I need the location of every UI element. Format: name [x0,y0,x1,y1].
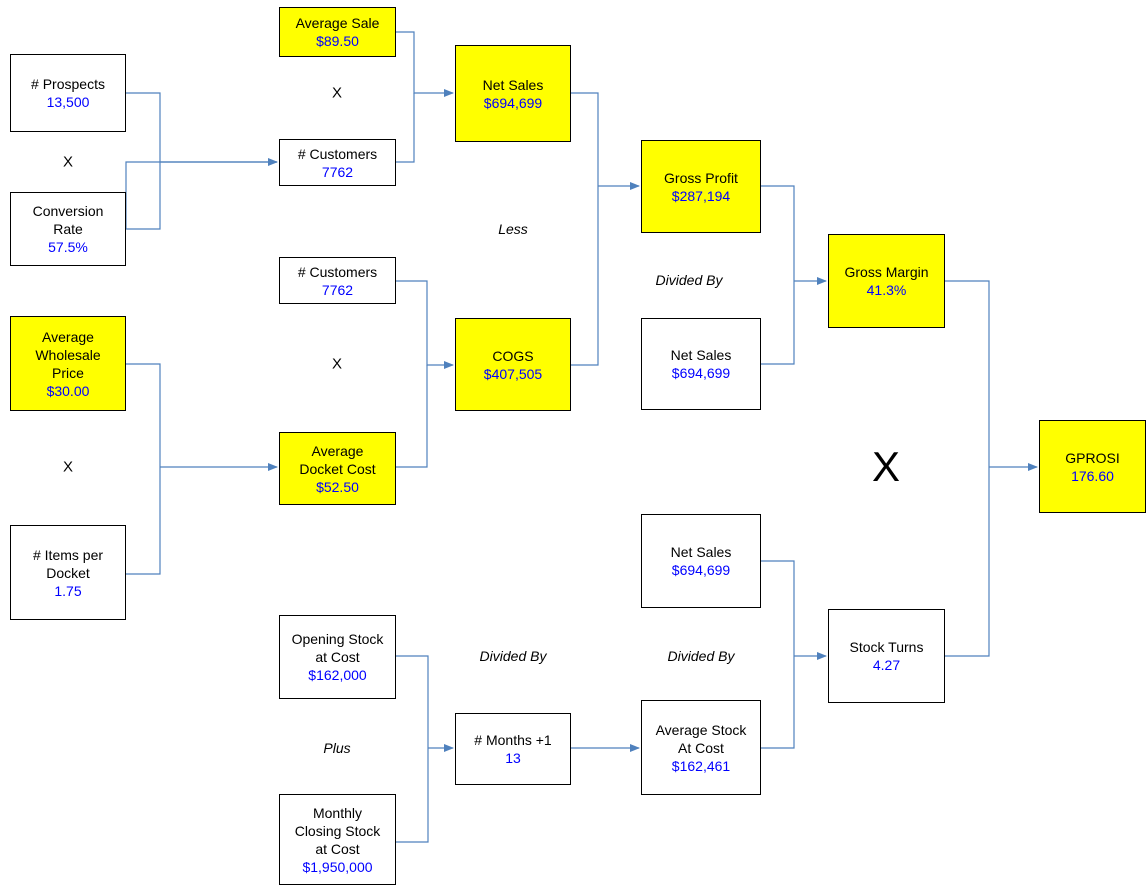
operator-divided-by-stock: Divided By [479,648,547,664]
customers-top-label: # Customers [297,145,378,162]
months-plus-one-value: 13 [505,750,521,766]
stock-turns-box [828,609,945,703]
net-sales-mid-box [641,318,761,410]
average-docket-cost-box [279,432,396,505]
customers-mid-box [279,257,396,304]
net-sales-mid-value: $694,699 [671,365,731,381]
months-plus-one-box [455,713,571,785]
gross-profit-label: Gross Profit [664,169,738,186]
stock-turns-value: 4.27 [872,657,901,673]
customers-top-box [279,139,396,186]
operator-x-docket: X [331,355,343,373]
net-sales-low-box [641,514,761,608]
gross-margin-box [828,234,945,328]
average-wholesale-price-box [10,316,126,411]
monthly-closing-stock-box [279,794,396,885]
conversion-rate-value: 57.5% [48,239,88,255]
monthly-closing-stock-value: $1,950,000 [302,858,373,875]
operator-x-sale: X [331,84,343,102]
conversion-rate-box [10,192,126,266]
operator-x-wholesale: X [62,458,74,476]
wire-customers-to-cogs [396,281,453,365]
average-stock-value: $162,461 [671,757,731,774]
cogs-label: COGS [492,347,534,364]
items-per-docket-label: # Items per Docket [32,546,104,581]
wire-net-sales-to-stock-turns [761,561,794,748]
gross-margin-label: Gross Margin [844,264,929,280]
net-sales-low-label: Net Sales [670,544,732,560]
net-sales-mid-label: Net Sales [670,347,732,363]
gprosi-label: GPROSI [1065,449,1120,466]
conversion-rate-label: Conversion Rate [32,203,104,237]
wire-prospects-conversion-to-customers [126,93,277,229]
prospects-label: # Prospects [31,76,105,92]
operator-x-prospects: X [62,153,74,171]
average-stock-box [641,700,761,795]
average-sale-box [279,7,396,57]
wire-customers-to-net-sales [396,93,414,162]
gprosi-value: 176.60 [1071,467,1114,484]
items-per-docket-box [10,525,126,620]
cogs-box [455,318,571,411]
operator-plus: Plus [323,740,351,756]
operator-divided-by-margin: Divided By [655,272,723,288]
operator-less: Less [498,221,528,237]
months-plus-one-label: # Months +1 [474,732,552,748]
average-sale-label: Average Sale [295,15,380,31]
wire-stock-to-months [396,656,428,842]
wire-wholesale-items-to-docket-cost [126,364,160,574]
customers-mid-value: 7762 [321,281,354,298]
cogs-value: $407,505 [483,365,543,382]
operator-x-main: X [871,443,901,490]
gross-profit-box [641,140,761,233]
average-wholesale-price-value: $30.00 [46,382,90,399]
net-sales-top-label: Net Sales [482,76,544,93]
average-docket-cost-value: $52.50 [316,478,359,495]
wire-docket-cost-to-cogs [396,365,427,467]
prospects-value: 13,500 [46,94,90,110]
gross-profit-value: $287,194 [671,187,731,204]
net-sales-low-value: $694,699 [671,562,731,578]
net-sales-top-box [455,45,571,142]
gprosi-box [1039,420,1146,513]
wire-gross-profit-to-margin [761,186,794,364]
gross-margin-value: 41.3% [866,282,907,298]
opening-stock-box [279,615,396,699]
wire-net-sales-to-gross-profit [571,93,598,365]
monthly-closing-stock-label: Monthly Closing Stock at Cost [294,804,381,857]
operator-divided-by-turns: Divided By [667,648,735,664]
wire-sale-customers-to-net-sales [396,32,453,93]
stock-turns-label: Stock Turns [849,639,924,655]
prospects-box [10,54,126,132]
customers-mid-label: # Customers [297,263,378,280]
average-wholesale-price-label: Average Wholesale Price [35,328,101,381]
average-sale-value: $89.50 [316,33,359,49]
opening-stock-label: Opening Stock at Cost [291,631,384,665]
opening-stock-value: $162,000 [308,667,367,683]
items-per-docket-value: 1.75 [54,582,82,599]
average-docket-cost-label: Average Docket Cost [299,442,376,477]
customers-top-value: 7762 [321,163,354,180]
average-stock-label: Average Stock At Cost [655,721,747,756]
wire-margin-turns-to-gprosi [945,281,989,656]
net-sales-top-value: $694,699 [483,94,543,111]
